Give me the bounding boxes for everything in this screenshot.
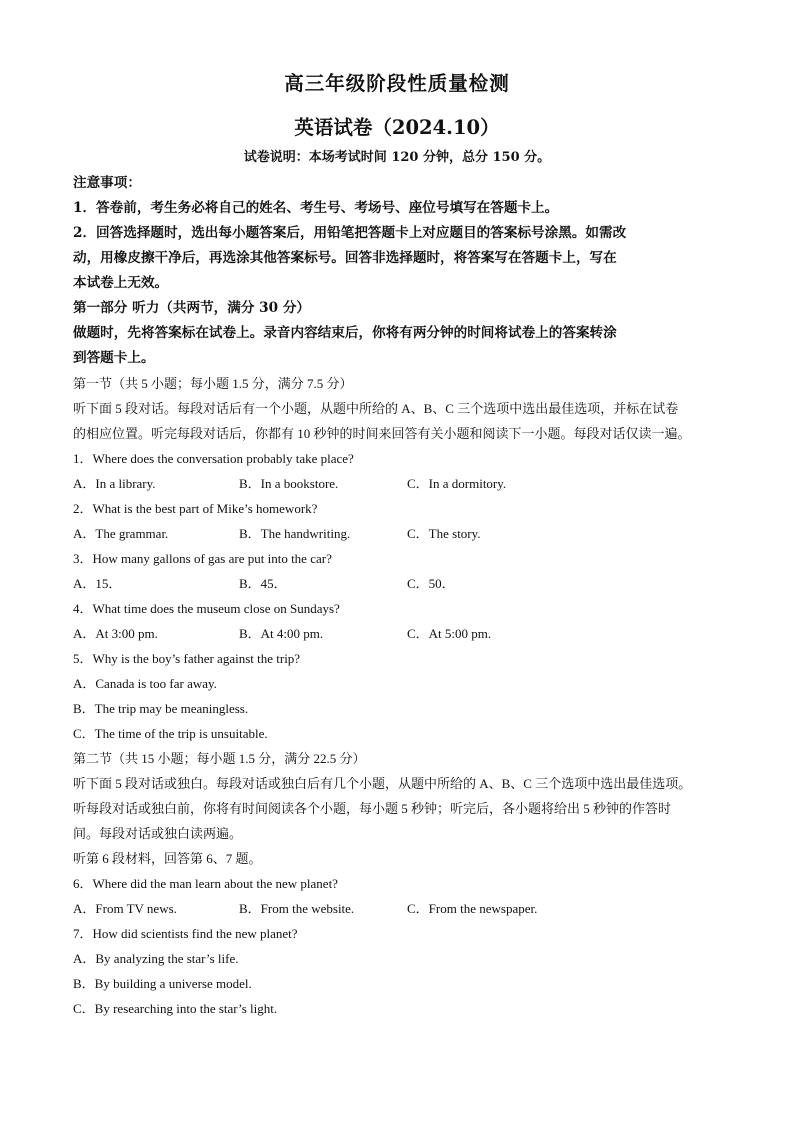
section1-instruction-line-1: 听下面 5 段对话。每段对话后有一个小题，从题中所给的 A、B、C 三个选项中选出最佳选项，并标在试卷 [73, 401, 679, 416]
option-b: B．In a bookstore. [239, 476, 339, 491]
options-2 [73, 521, 728, 546]
option-b: B．The handwriting. [239, 526, 351, 541]
page-title: 高三年级阶段性质量检测 [284, 72, 510, 95]
option-a: A．Canada is too far away. [73, 676, 217, 691]
question-5: 5．Why is the boy’s father against the trip? [73, 651, 301, 666]
section1-instruction-line-2: 的相应位置。听完每段对话后，你都有 10 秒钟的时间来回答有关小题和阅读下一小题。每段对话仅读一遍。 [73, 426, 691, 441]
question-7: 7．How did scientists find the new planet? [73, 926, 298, 941]
notice-item-2-line-2: 动，用橡皮擦干净后，再选涂其他答案标号。回答非选择题时，将答案写在答题卡上，写在 [73, 250, 617, 266]
option-c: C．By researching into the star’s light. [73, 1001, 278, 1016]
options-6 [73, 896, 728, 921]
option-c: C．50． [407, 576, 455, 591]
section2-instruction-line-2: 听每段对话或独白前，你将有时间阅读各个小题，每小题 5 秒钟；听完后，各小题将给出 5 秒钟的作答时 [73, 801, 672, 816]
option-b: B．45． [239, 576, 287, 591]
exam-note: 试卷说明：本场考试时间 120 分钟，总分 150 分。 [243, 150, 551, 165]
section2-instruction-line-1: 听下面 5 段对话或独白。每段对话或独白后有几个小题，从题中所给的 A、B、C 三个选项中选出最佳选项。 [73, 776, 692, 791]
question-1: 1．Where does the conversation probably take place? [73, 451, 354, 466]
notice-item-1: 1．答卷前，考生务必将自己的姓名、考生号、考场号、座位号填写在答题卡上。 [73, 200, 559, 216]
option-a: A．15． [73, 576, 122, 591]
notice-item-2-line-3: 本试卷上无效。 [73, 275, 169, 291]
option-c: C．The story. [407, 526, 481, 541]
option-b: B．At 4:00 pm. [239, 626, 324, 641]
option-a: A．At 3:00 pm. [73, 626, 158, 641]
question-4: 4．What time does the museum close on Sundays? [73, 601, 340, 616]
exam-content [73, 171, 728, 1021]
page-subtitle: 英语试卷（2024.10） [294, 116, 500, 139]
section2-instruction-line-3: 间。每段对话或独白读两遍。 [73, 826, 243, 841]
notices-heading: 注意事项： [73, 175, 141, 191]
option-a: A．From TV news. [73, 901, 177, 916]
option-a: A．In a library. [73, 476, 156, 491]
option-b: B．The trip may be meaningless. [73, 701, 249, 716]
options-4 [73, 621, 728, 646]
option-b: B．By building a universe model. [73, 976, 252, 991]
section1-heading: 第一节（共 5 小题；每小题 1.5 分，满分 7.5 分） [73, 376, 353, 391]
section2-heading: 第二节（共 15 小题；每小题 1.5 分，满分 22.5 分） [73, 751, 366, 766]
option-a: A．By analyzing the star’s life. [73, 951, 239, 966]
notice-item-2-line-1: 2．回答选择题时，选出每小题答案后，用铅笔把答题卡上对应题目的答案标号涂黑。如需改 [73, 225, 627, 241]
option-a: A．The grammar. [73, 526, 169, 541]
part1-heading: 第一部分 听力（共两节，满分 30 分） [73, 300, 311, 316]
option-c: C．From the newspaper. [407, 901, 538, 916]
options-1 [73, 471, 728, 496]
part1-instruction-line-2: 到答题卡上。 [73, 350, 155, 366]
question-3: 3．How many gallons of gas are put into the car? [73, 551, 332, 566]
option-b: B．From the website. [239, 901, 355, 916]
part1-instruction-line-1: 做题时，先将答案标在试卷上。录音内容结束后，你将有两分钟的时间将试卷上的答案转涂 [73, 325, 617, 341]
material-6-heading: 听第 6 段材料，回答第 6、7 题。 [73, 851, 262, 866]
option-c: C．In a dormitory. [407, 476, 507, 491]
options-3 [73, 571, 728, 596]
option-c: C．At 5:00 pm. [407, 626, 492, 641]
question-2: 2．What is the best part of Mike’s homework? [73, 501, 318, 516]
option-c: C．The time of the trip is unsuitable. [73, 726, 268, 741]
question-6: 6．Where did the man learn about the new planet? [73, 876, 338, 891]
